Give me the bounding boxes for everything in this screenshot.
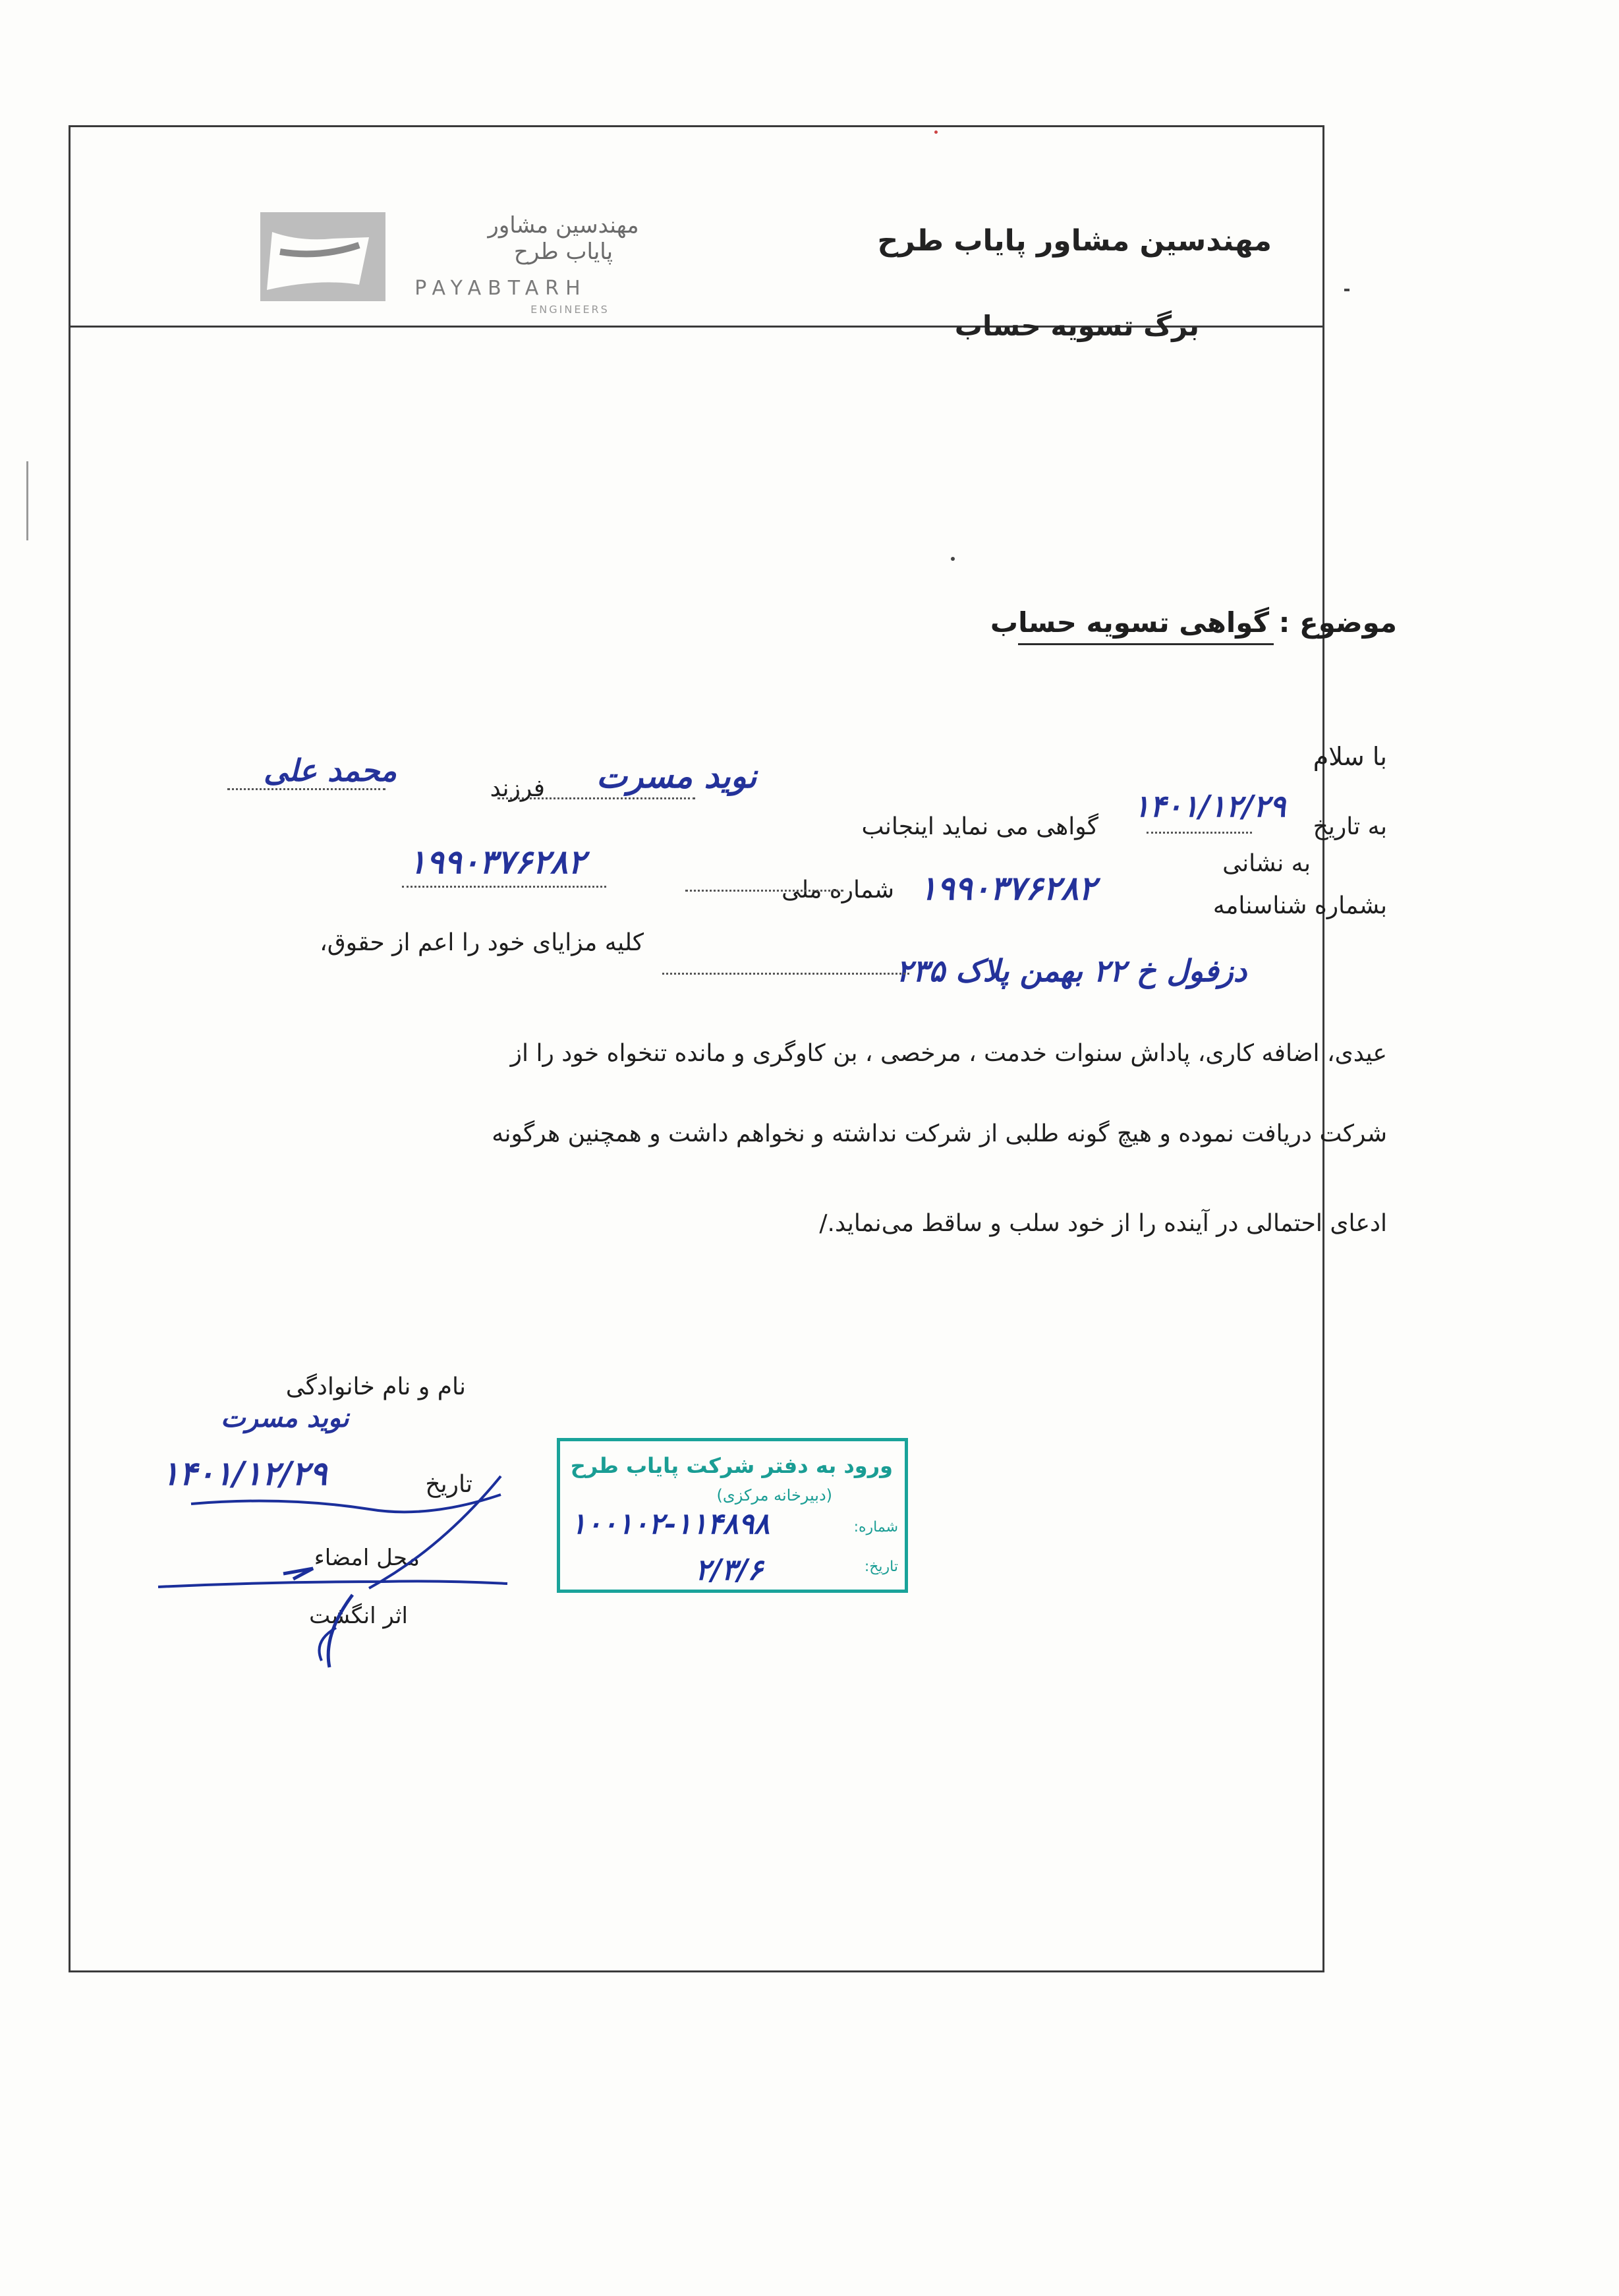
company-name: مهندسین مشاور پایاب طرح [877,224,1272,258]
stamp-number-label: شماره: [853,1519,898,1535]
national-id-value-dotted-line [402,886,606,888]
stamp-number-value: ۱۰۰۱۰۲-۱۱۴۸۹۸ [571,1507,770,1541]
line3-text: کلیه مزایای خود را اعم از حقوق، [320,929,644,956]
handwritten-date: ۱۴۰۱/۱۲/۲۹ [1133,788,1286,824]
address-label: به نشانی [1222,850,1311,877]
handwritten-national-id: ۱۹۹۰۳۷۶۲۸۲ [409,842,586,881]
line1-prefix: به تاریخ [1313,813,1387,840]
subject-underline [1018,643,1274,645]
stamp-title: ورود به دفتر شرکت پایاب طرح [570,1453,893,1478]
body-line-4: عیدی، اضافه کاری، پاداش سنوات خدمت ، مرخصی ، بن کاوگری و مانده تنخواه خود را از [510,1040,1387,1067]
footer-handwritten-date: ۱۴۰۱/۱۲/۲۹ [161,1454,327,1493]
handwritten-birth-cert-no: ۱۹۹۰۳۷۶۲۸۲ [919,869,1096,907]
handwritten-father-name: محمد علی [264,753,397,788]
scan-mark [26,461,28,540]
handwritten-address: دزفول خ ۲۲ بهمن پلاک ۲۳۵ [896,953,1247,989]
footer-handwritten-name: نوید مسرت [221,1402,349,1433]
handwritten-name: نوید مسرت [596,757,757,795]
company-logo-icon [260,212,385,301]
greeting: با سلام [1313,742,1387,771]
stamp-date-value: ۲/۳/۶ [695,1553,764,1587]
subject-line [988,606,1397,639]
registration-stamp [557,1438,908,1593]
line1-mid: گواهی می نماید اینجانب [861,813,1098,840]
address-dotted-line [662,973,909,975]
father-dotted-line [227,788,385,790]
signature-place-label: محل امضاء [314,1545,420,1571]
stamp-date-label: تاریخ: [864,1559,898,1575]
national-id-label: شماره ملی [781,876,894,904]
stamp-subtitle: (دبیرخانه مرکزی) [716,1486,832,1505]
scan-mark-right [1344,289,1349,291]
date-label: تاریخ [425,1471,472,1498]
full-name-label: نام و نام خانوادگی [285,1373,466,1400]
signature-icon [152,1463,521,1674]
logo-english-text: PAYABTARH [414,277,587,300]
logo-sub-text: ENGINEERS [530,303,610,316]
national-id-dotted-line [685,890,843,892]
fingerprint-label: اثر انگشت [309,1603,408,1629]
body-line-5: شرکت دریافت نموده و هیچ گونه طلبی از شرکت نداشته و نخواهم داشت و همچنین هرگونه [492,1120,1387,1147]
scan-dot-red [934,130,938,134]
birth-cert-label: بشماره شناسنامه [1212,892,1387,919]
body-line-6: ادعای احتمالی در آینده را از خود سلب و ساقط می‌نماید./ [819,1210,1387,1237]
form-title: برگ تسویه حساب [954,310,1199,342]
scan-dot [951,557,955,561]
child-of-label: فرزند [490,775,545,802]
subject-text: گواهی تسویه حساب [990,606,1269,639]
date-dotted-line [1147,832,1252,834]
subject-label: موضوع : [1278,606,1397,639]
logo-persian-text: مهندسین مشاور پایاب طرح [488,212,639,265]
